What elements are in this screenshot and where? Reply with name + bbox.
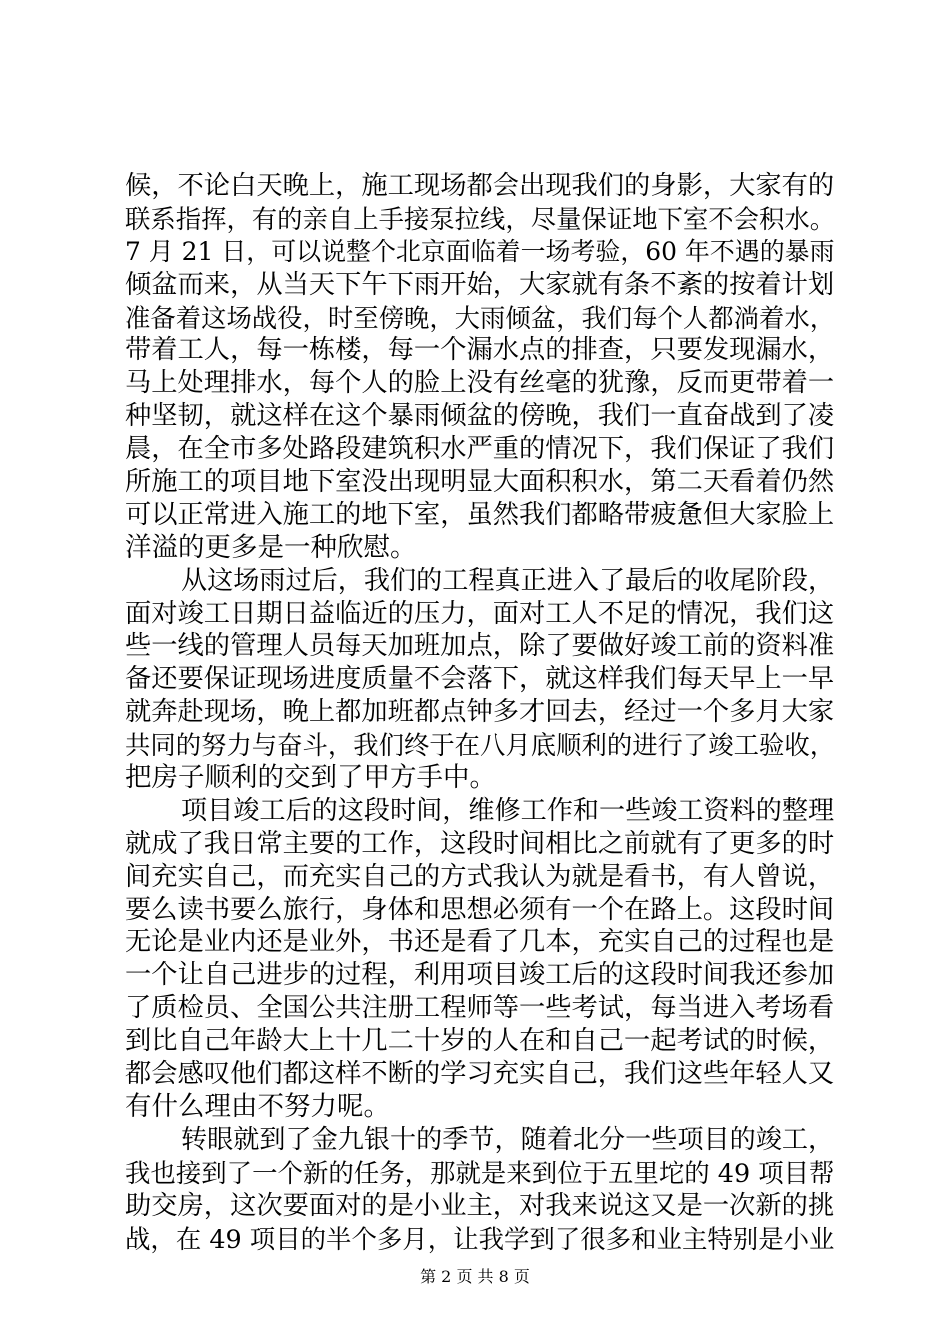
text-line: 倾盆而来，从当天下午下雨开始，大家就有条不紊的按着计划 xyxy=(125,269,835,300)
text-line: 准备着这场战役，时至傍晚，大雨倾盆，我们每个人都淌着水， xyxy=(125,302,836,333)
document-body xyxy=(125,170,835,1255)
text-line: 助交房，这次要面对的是小业主，对我来说这又是一次新的挑 xyxy=(125,1190,835,1221)
text-line: 备还要保证现场进度质量不会落下，就这样我们每天早上一早 xyxy=(125,664,835,695)
text-line: 可以正常进入施工的地下室，虽然我们都略带疲惫但大家脸上 xyxy=(125,499,835,530)
text-line: 就奔赴现场，晚上都加班都点钟多才回去，经过一个多月大家 xyxy=(125,697,835,728)
text-line: 种坚韧，就这样在这个暴雨倾盆的傍晚，我们一直奋战到了凌 xyxy=(125,401,835,432)
text-line: 晨，在全市多处路段建筑积水严重的情况下，我们保证了我们 xyxy=(125,434,835,465)
text-line: 7 月 21 日，可以说整个北京面临着一场考验，60 年不遇的暴雨 xyxy=(125,236,835,266)
text-line: 到比自己年龄大上十几二十岁的人在和自己一起考试的时候， xyxy=(125,1026,835,1057)
text-line: 把房子顺利的交到了甲方手中。 xyxy=(125,762,496,794)
text-line: 有什么理由不努力呢。 xyxy=(125,1090,390,1122)
text-line: 要么读书要么旅行，身体和思想必须有一个在路上。这段时间 xyxy=(125,894,835,925)
text-line: 了质检员、全国公共注册工程师等一些考试，每当进入考场看 xyxy=(125,993,835,1024)
text-line: 面对竣工日期日益临近的压力，面对工人不足的情况，我们这 xyxy=(125,598,835,629)
text-line: 项目竣工后的这段时间，维修工作和一些竣工资料的整理 xyxy=(181,795,835,826)
text-line: 些一线的管理人员每天加班加点，除了要做好竣工前的资料准 xyxy=(125,631,835,662)
text-line: 无论是业内还是业外，书还是看了几本，充实自己的过程也是 xyxy=(125,927,835,958)
text-line: 一个让自己进步的过程，利用项目竣工后的这段时间我还参加 xyxy=(125,960,835,991)
text-line: 带着工人，每一栋楼，每一个漏水点的排查，只要发现漏水， xyxy=(125,335,835,366)
text-line: 都会感叹他们都这样不断的学习充实自己，我们这些年轻人又 xyxy=(125,1059,835,1090)
text-line: 所施工的项目地下室没出现明显大面积积水，第二天看着仍然 xyxy=(125,467,835,498)
text-line: 就成了我日常主要的工作，这段时间相比之前就有了更多的时 xyxy=(125,828,835,859)
text-line: 我也接到了一个新的任务，那就是来到位于五里坨的 49 项目帮 xyxy=(125,1157,835,1188)
text-line: 转眼就到了金九银十的季节，随着北分一些项目的竣工， xyxy=(181,1124,835,1155)
text-line: 联系指挥，有的亲自上手接泵拉线，尽量保证地下室不会积水。 xyxy=(125,203,836,234)
text-line: 候，不论白天晚上，施工现场都会出现我们的身影，大家有的 xyxy=(125,171,835,201)
text-line: 战，在 49 项目的半个多月，让我学到了很多和业主特别是小业 xyxy=(125,1223,835,1254)
text-line: 马上处理排水，每个人的脸上没有丝毫的犹豫，反而更带着一 xyxy=(125,368,835,399)
text-line: 间充实自己，而充实自己的方式我认为就是看书，有人曾说， xyxy=(125,861,835,892)
text-line: 从这场雨过后，我们的工程真正进入了最后的收尾阶段， xyxy=(181,565,835,596)
text-line: 洋溢的更多是一种欣慰。 xyxy=(125,531,417,563)
page-footer: 第 2 页 共 8 页 xyxy=(420,1267,530,1286)
text-line: 共同的努力与奋斗，我们终于在八月底顺利的进行了竣工验收， xyxy=(125,730,836,761)
